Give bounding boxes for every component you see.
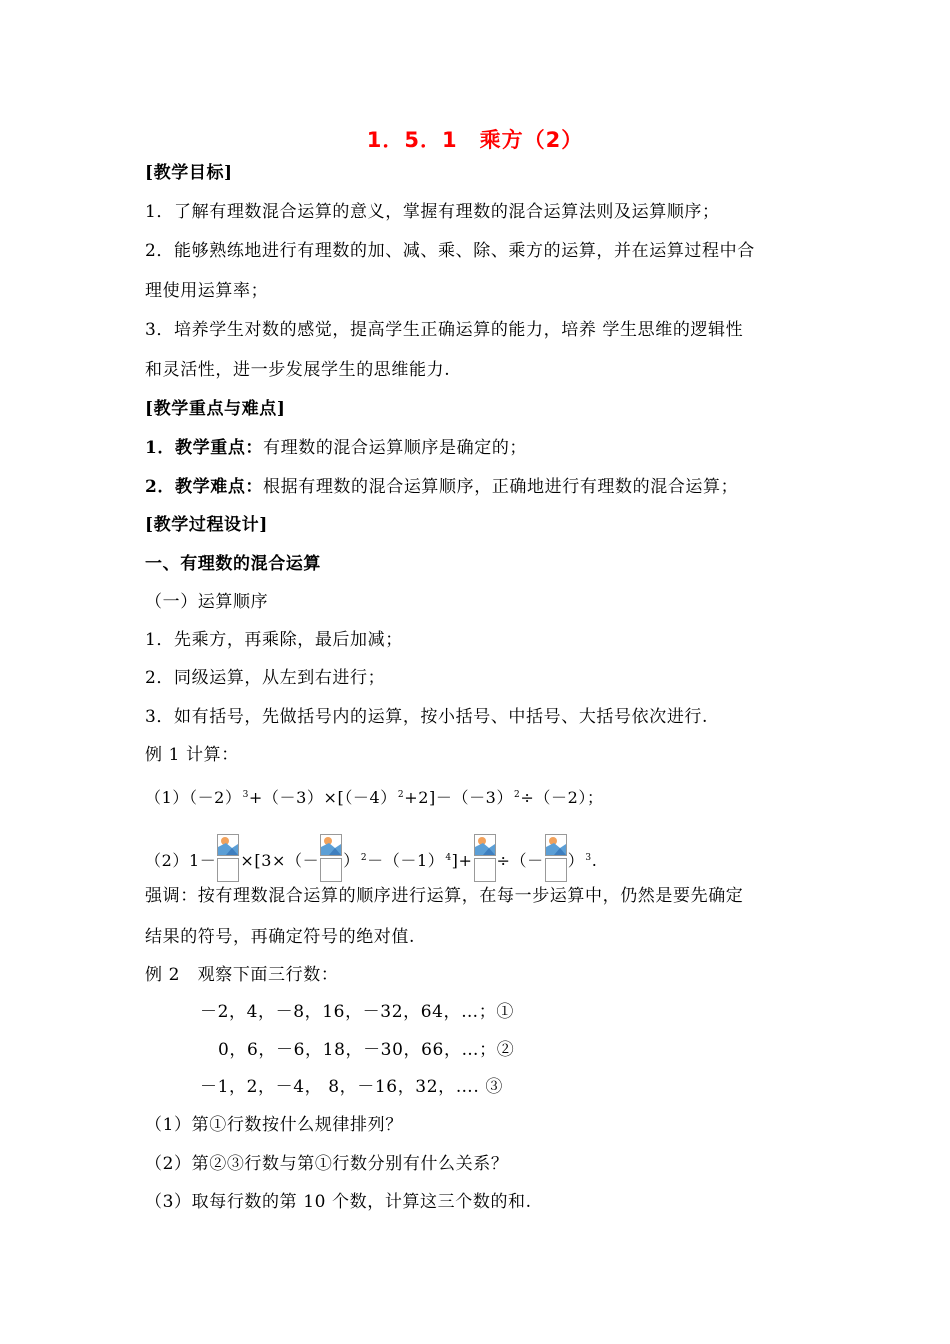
math-text: ÷（－2）； (520, 788, 604, 807)
sequence-row-2: 0，6，－6，18，－30，66，…；② (218, 1040, 515, 1060)
exponent: 2 (360, 853, 368, 863)
math-text: . (591, 851, 598, 870)
sequence-row-3: －1，2，－4， 8，－16，32，…. ③ (200, 1077, 503, 1097)
difficulty-label: 2．教学难点： (145, 477, 264, 497)
exponent: 3 (585, 853, 592, 863)
missing-fraction-image (320, 834, 342, 880)
objective-3-line-2: 和灵活性，进一步发展学生的思维能力. (145, 360, 451, 380)
page-title: 1．5．1 乘方（2） (366, 128, 584, 152)
missing-fraction-image (474, 834, 496, 880)
exponent: 4 (445, 853, 452, 863)
math-text: （1）（－2） (145, 788, 242, 807)
exponent: 2 (397, 790, 405, 800)
rule-1: 1．先乘方，再乘除，最后加减； (145, 630, 403, 650)
part-1-heading: 一、有理数的混合运算 (145, 554, 321, 574)
emphasis-line-1: 强调：按有理数混合运算的顺序进行运算，在每一步运算中，仍然是要先确定 (145, 886, 744, 906)
objectives-heading: [教学目标] (145, 163, 233, 183)
example-1-question-1 (145, 784, 604, 809)
example-2-heading: 例 2 观察下面三行数： (145, 965, 339, 985)
example-1-heading: 例 1 计算： (145, 745, 239, 765)
objective-1: 1．了解有理数混合运算的意义，掌握有理数的混合运算法则及运算顺序； (145, 202, 720, 222)
rule-2: 2．同级运算，从左到右进行； (145, 668, 386, 688)
question-2: （2）第②③行数与第①行数分别有什么关系？ (145, 1154, 509, 1174)
objective-3-line-1: 3．培养学生对数的感觉，提高学生正确运算的能力，培养 学生思维的逻辑性 (145, 320, 744, 340)
subsection-1-heading: （一）运算顺序 (145, 592, 269, 612)
difficulty-text: 根据有理数的混合运算顺序，正确地进行有理数的混合运算； (263, 477, 739, 497)
missing-fraction-image (217, 834, 239, 880)
broken-image-icon (320, 834, 342, 856)
math-text: （2）1－ (145, 851, 217, 870)
question-1: （1）第①行数按什么规律排列？ (145, 1115, 403, 1135)
image-placeholder-box (474, 858, 496, 882)
key-point-item (145, 437, 527, 459)
broken-image-icon (474, 834, 496, 856)
example-1-question-2 (145, 834, 597, 880)
sequence-row-1: －2，4，－8，16，－32，64，…；① (200, 1002, 514, 1022)
objective-2-line-1: 2．能够熟练地进行有理数的加、减、乘、除、乘方的运算，并在运算过程中合 (145, 241, 755, 261)
exponent: 3 (242, 790, 249, 800)
key-point-label: 1．教学重点： (145, 438, 264, 458)
math-text: ×[3×（－ (240, 851, 320, 870)
question-3: （3）取每行数的第 10 个数，计算这三个数的和. (145, 1192, 532, 1212)
math-text: ]+ (451, 851, 473, 870)
emphasis-line-2: 结果的符号，再确定符号的绝对值. (145, 927, 416, 947)
image-placeholder-box (217, 858, 239, 882)
difficulty-item (145, 476, 738, 498)
math-text: －（－1） (367, 851, 445, 870)
broken-image-icon (545, 834, 567, 856)
math-text: ） (343, 851, 360, 870)
math-text: +2]－（－3） (404, 788, 514, 807)
rule-3: 3．如有括号，先做括号内的运算，按小括号、中括号、大括号依次进行. (145, 707, 709, 727)
math-text: ） (567, 851, 585, 870)
math-text: ÷（－ (496, 851, 544, 870)
process-heading: [教学过程设计] (145, 515, 268, 535)
image-placeholder-box (545, 858, 567, 882)
missing-fraction-image (545, 834, 567, 880)
exponent: 2 (514, 790, 521, 800)
key-point-text: 有理数的混合运算顺序是确定的； (263, 438, 528, 458)
key-points-heading: [教学重点与难点] (145, 399, 286, 419)
broken-image-icon (217, 834, 239, 856)
objective-2-line-2: 理使用运算率； (145, 281, 269, 301)
math-text: +（－3）×[（－4） (248, 788, 397, 807)
image-placeholder-box (320, 858, 342, 882)
